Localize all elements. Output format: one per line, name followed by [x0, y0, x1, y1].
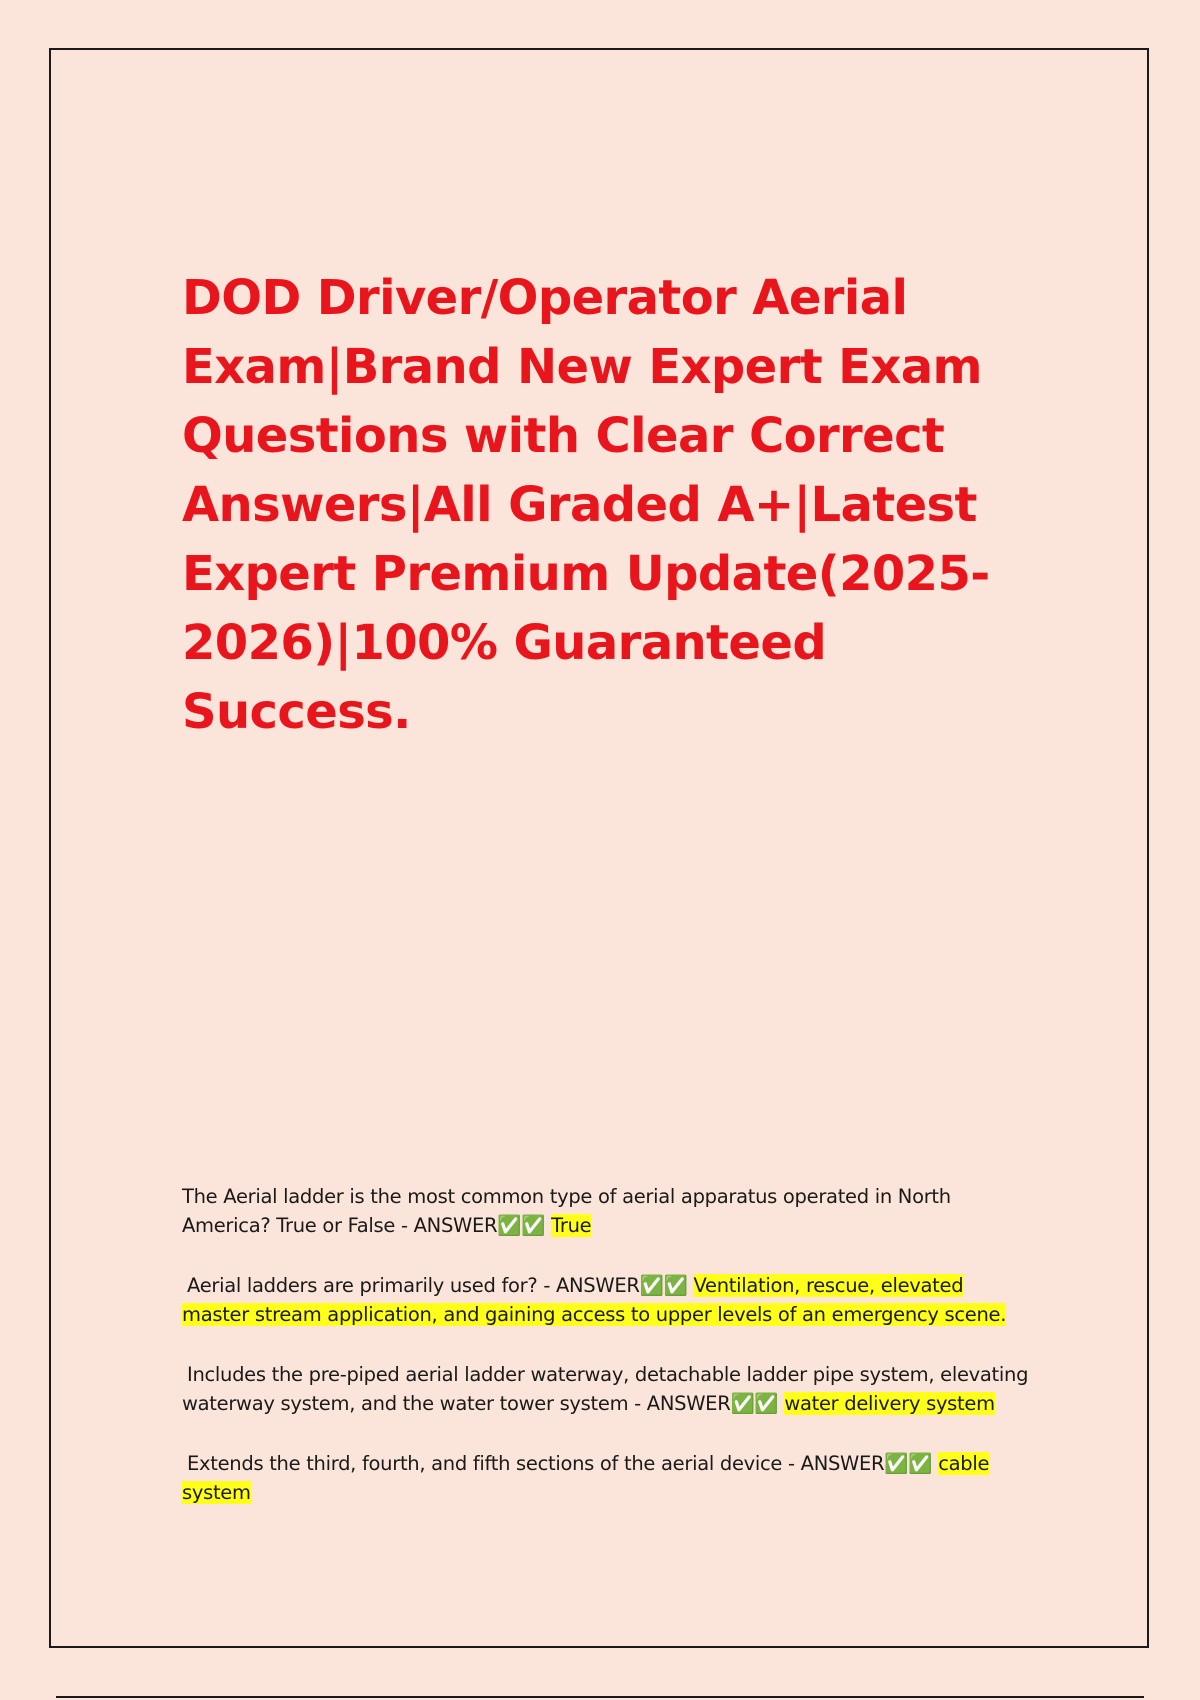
next-page-edge — [56, 1696, 1144, 1698]
qa-item-3 — [182, 1360, 1032, 1418]
qa-item-1 — [182, 1182, 1032, 1240]
document-title: DOD Driver/Operator Aerial Exam|Brand New Expert Exam Questions with Clear Correct Answers|All Graded A+|Latest Expert Premium Update(2025-2026)|100% Guaranteed Success. — [182, 270, 990, 740]
question-text: Extends the third, fourth, and fifth sections of the aerial device - ANSWER✅✅ — [187, 1452, 933, 1475]
qa-item-2 — [182, 1271, 1032, 1329]
question-text: Aerial ladders are primarily used for? - ANSWER✅✅ — [187, 1274, 688, 1297]
question-answer-list — [182, 1182, 1032, 1538]
answer-text: Ventilation, rescue, elevated master stream application, and gaining access to upper levels of an emergency scene. — [182, 1274, 1007, 1326]
question-text: The Aerial ladder is the most common type of aerial apparatus operated in North America? True or False - ANSWER✅✅ — [182, 1185, 951, 1237]
answer-text: water delivery system — [784, 1392, 995, 1415]
qa-item-4 — [182, 1449, 1032, 1507]
answer-text: cable system — [182, 1452, 990, 1504]
answer-text: True — [551, 1214, 592, 1237]
question-text: Includes the pre-piped aerial ladder waterway, detachable ladder pipe system, elevating waterway system, and the water tower system - ANSWER✅✅ — [182, 1363, 1029, 1415]
